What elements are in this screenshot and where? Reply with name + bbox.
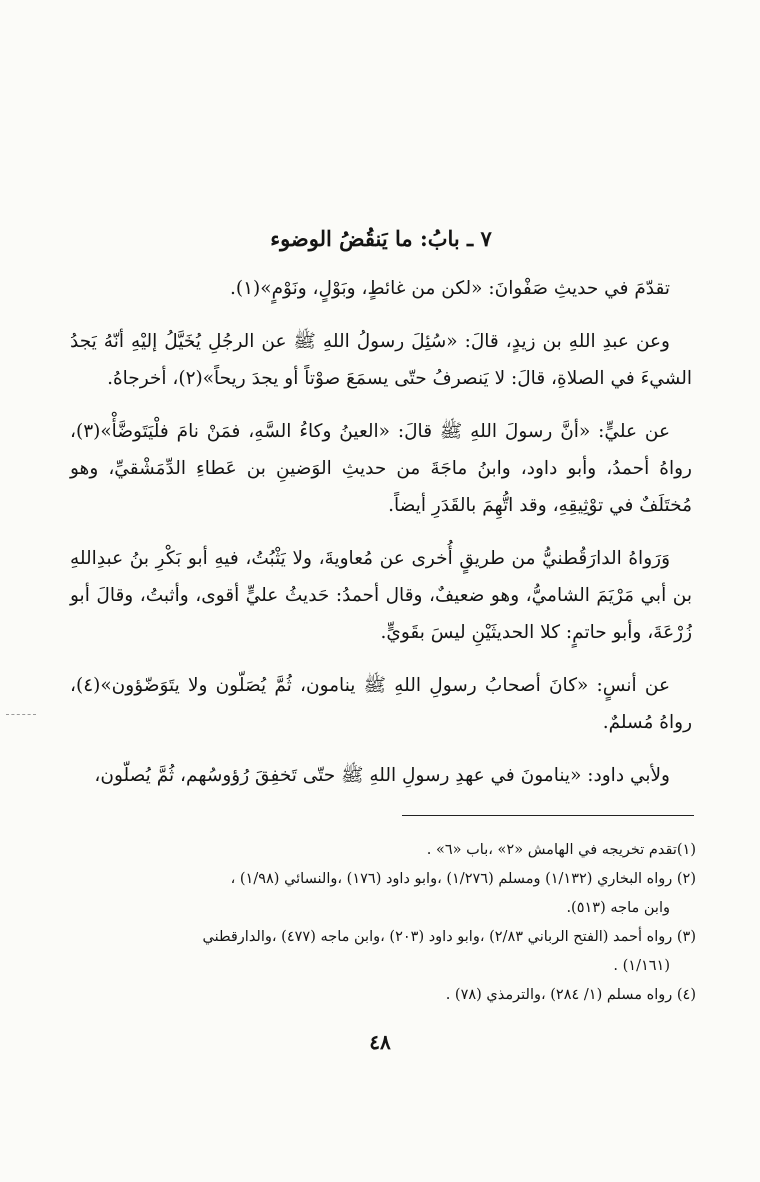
footnotes (60, 836, 696, 1010)
paragraph: ولأبي داود: «ينامونَ في عهدِ رسولِ اللهِ ﷺ حتّى تَخفِقَ رُؤوسُهم، ثُمَّ يُصلّون، (94, 765, 670, 786)
main-text (70, 222, 692, 810)
paragraph: وَرَواهُ الدارَقُطنيُّ من طريقٍ أُخرى عن مُعاويةَ، ولا يَثْبُتُ، فيهِ أبو بَكْرِ بنُ عبدِاللهِ بن أبي مَرْيَمَ الشاميُّ، وهو ضعيفٌ، وقال أحمدُ: حَديثُ عليٍّ أقوى، وأثبتُ، وقالَ أبو زُرْعَةَ، وأبو حاتمٍ: كلا الحديثَيْنِ ليسَ بقَويٍّ. (70, 548, 692, 643)
footnote: (٤) رواه مسلم (١/ ٢٨٤) ،والترمذي (٧٨) . (445, 987, 696, 1003)
footnote: (٢) رواه البخاري (١/١٣٢) ومسلم (١/٢٧٦) ،وابو داود (١٧٦) ،والنسائي (١/٩٨) ، (230, 871, 696, 887)
footnote: (١)تقدم تخريجه في الهامش «٢» ،باب «٦» . (426, 842, 696, 858)
margin-mark (6, 714, 36, 715)
footnote-divider (402, 815, 694, 816)
page-number: ٤٨ (369, 1030, 391, 1054)
paragraph: وعن عبدِ اللهِ بن زيدٍ، قالَ: «سُئِلَ رسولُ اللهِ ﷺ عن الرجُلِ يُخَيَّلُ إليْهِ أنّهُ يَجدُ الشيءَ في الصلاةِ، قالَ: لا يَنصرفُ حتّى يسمَعَ صوْتاً أو يجدَ ريحاً»(٢)، أخرجاهُ. (70, 331, 692, 389)
paragraph: عن أنسٍ: «كانَ أصحابُ رسولِ اللهِ ﷺ ينامون، ثُمَّ يُصَلّون ولا يتَوَضّؤون»(٤)، رواهُ مُسلمٌ. (70, 675, 692, 733)
paragraph: عن عليٍّ: «أنَّ رسولَ اللهِ ﷺ قالَ: «العينُ وكاءُ السَّهِ، فمَنْ نامَ فلْيَتَوضَّأْ»(٣)، رواهُ أحمدُ، وأبو داود، وابنُ ماجَةَ من حديثِ الوَضينِ بن عَطاءِ الدِّمَشْقيِّ، وهو مُختَلَفٌ في توْثِيقِهِ، وقد اتُّهِمَ بالقَدَرِ أيضاً. (70, 421, 692, 516)
chapter-heading: ٧ ـ بابُ: ما يَنقُضُ الوضوء (270, 226, 492, 251)
footnote-continuation: وابن ماجه (٥١٣). (566, 900, 670, 916)
footnote: (٣) رواه أحمد (الفتح الرباني ٢/٨٣) ،وابو داود (٢٠٣) ،وابن ماجه (٤٧٧) ،والدارقطني (202, 929, 696, 945)
footnote-continuation: (١/١٦١) . (613, 958, 670, 974)
paragraph: تقدّمَ في حديثِ صَفْوانَ: «لكن من غائطٍ، وبَوْلٍ، ونَوْمٍ»(١). (230, 278, 670, 299)
